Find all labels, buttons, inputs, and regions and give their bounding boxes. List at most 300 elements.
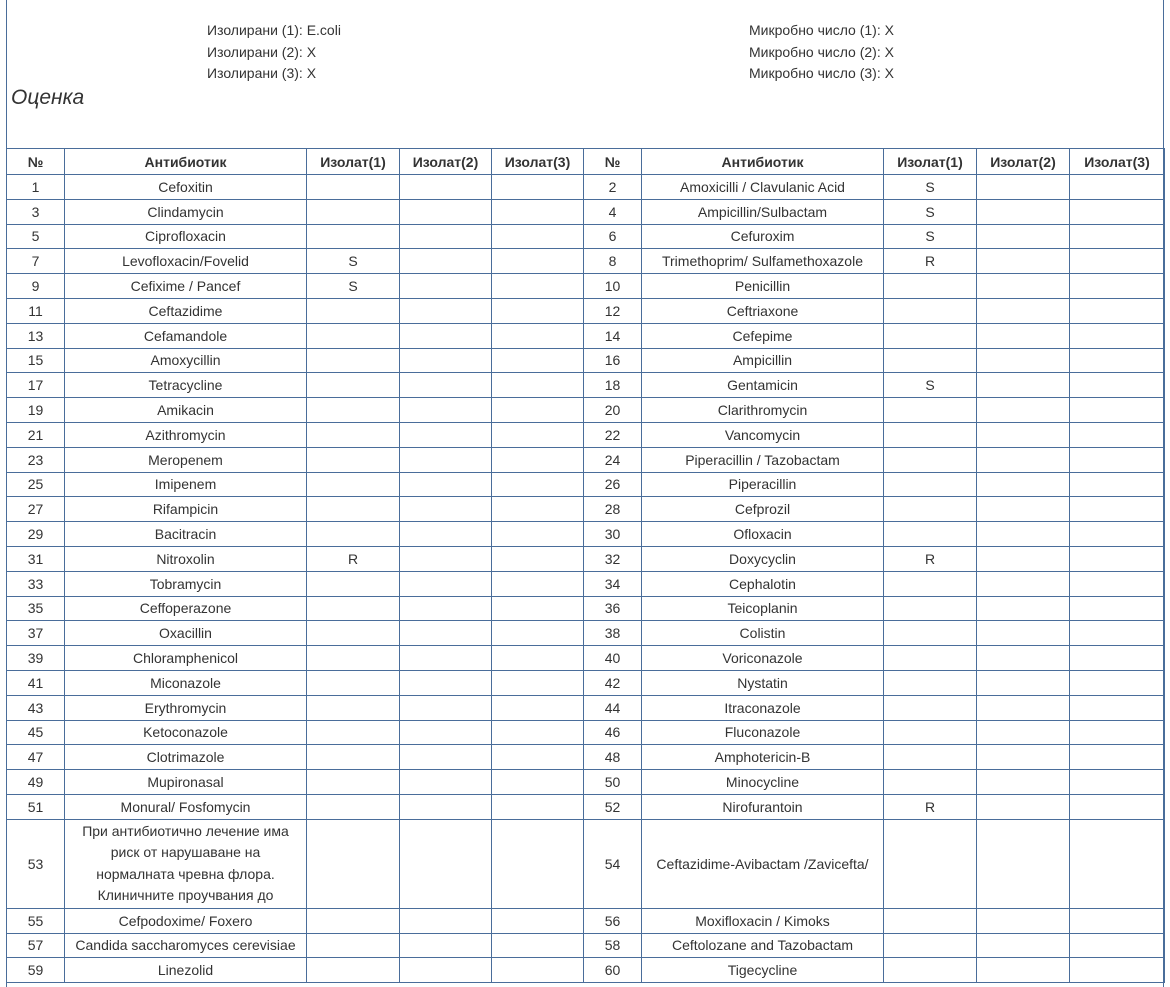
- cell-antibiotic: Cefoxitin: [65, 175, 307, 200]
- cell-isolate-2: [977, 298, 1070, 323]
- cell-isolate-3: [1070, 298, 1165, 323]
- cell-number: 56: [584, 908, 642, 933]
- cell-isolate-2: [977, 646, 1070, 671]
- cell-isolate-2: [977, 571, 1070, 596]
- cell-number: 22: [584, 422, 642, 447]
- cell-isolate-2: [400, 472, 492, 497]
- cell-isolate-3: [492, 794, 584, 819]
- table-row: [7, 794, 1165, 819]
- cell-isolate-2: [400, 819, 492, 908]
- table-row: [7, 472, 1165, 497]
- cell-isolate-2: [400, 497, 492, 522]
- cell-isolate-1: [307, 958, 400, 983]
- cell-isolate-1: R: [884, 546, 977, 571]
- cell-isolate-3: [1070, 373, 1165, 398]
- cell-isolate-3: [1070, 175, 1165, 200]
- cell-isolate-1: [307, 447, 400, 472]
- cell-isolate-3: [492, 298, 584, 323]
- cell-isolate-3: [1070, 908, 1165, 933]
- cell-antibiotic: Itraconazole: [642, 695, 884, 720]
- cell-isolate-3: [1070, 720, 1165, 745]
- cell-antibiotic: Tigecycline: [642, 958, 884, 983]
- cell-isolate-1: [884, 933, 977, 958]
- cell-number: 11: [7, 298, 65, 323]
- cell-isolate-3: [1070, 571, 1165, 596]
- cell-isolate-1: S: [884, 175, 977, 200]
- cell-isolate-2: [400, 199, 492, 224]
- cell-antibiotic: Linezolid: [65, 958, 307, 983]
- cell-number: 23: [7, 447, 65, 472]
- cell-isolate-3: [492, 819, 584, 908]
- table-row: [7, 646, 1165, 671]
- cell-isolate-3: [1070, 958, 1165, 983]
- cell-isolate-2: [977, 373, 1070, 398]
- cell-isolate-3: [492, 770, 584, 795]
- cell-number: 13: [7, 323, 65, 348]
- cell-isolate-2: [977, 958, 1070, 983]
- cell-isolate-2: [977, 794, 1070, 819]
- cell-antibiotic: При антибиотично лечение има риск от нарушаване на нормалната чревна флора. Клиничните проучвания до: [65, 819, 307, 908]
- cell-antibiotic: Nirofurantoin: [642, 794, 884, 819]
- isolate-line: Изолирани (1): E.coli: [207, 22, 341, 38]
- cell-number: 59: [7, 958, 65, 983]
- cell-isolate-3: [1070, 933, 1165, 958]
- cell-isolate-3: [492, 348, 584, 373]
- cell-isolate-3: [1070, 522, 1165, 547]
- col-header-isolate-3: Изолат(3): [1070, 149, 1165, 175]
- cell-antibiotic: Meropenem: [65, 447, 307, 472]
- table-row: [7, 497, 1165, 522]
- cell-number: 49: [7, 770, 65, 795]
- cell-antibiotic: Ceftriaxone: [642, 298, 884, 323]
- cell-number: 58: [584, 933, 642, 958]
- cell-number: 16: [584, 348, 642, 373]
- cell-isolate-3: [492, 199, 584, 224]
- cell-isolate-3: [492, 546, 584, 571]
- table-row: [7, 298, 1165, 323]
- cell-number: 17: [7, 373, 65, 398]
- cell-number: 7: [7, 249, 65, 274]
- cell-isolate-2: [977, 745, 1070, 770]
- cell-isolate-1: [307, 373, 400, 398]
- cell-isolate-2: [977, 175, 1070, 200]
- table-row: [7, 447, 1165, 472]
- cell-isolate-1: [884, 958, 977, 983]
- table-row: [7, 958, 1165, 983]
- col-header-antibiotic: Антибиотик: [642, 149, 884, 175]
- cell-antibiotic: Piperacillin / Tazobactam: [642, 447, 884, 472]
- cell-isolate-3: [492, 933, 584, 958]
- col-header-antibiotic: Антибиотик: [65, 149, 307, 175]
- cell-isolate-1: S: [307, 249, 400, 274]
- table-row: [7, 274, 1165, 299]
- table-row: [7, 422, 1165, 447]
- cell-number: 12: [584, 298, 642, 323]
- cell-isolate-3: [1070, 274, 1165, 299]
- cell-isolate-1: [307, 933, 400, 958]
- isolate-line: Изолирани (2): X: [207, 43, 317, 60]
- cell-number: 6: [584, 224, 642, 249]
- cell-number: 9: [7, 274, 65, 299]
- cell-isolate-1: [884, 497, 977, 522]
- cell-isolate-1: [307, 398, 400, 423]
- cell-number: 43: [7, 695, 65, 720]
- cell-number: 18: [584, 373, 642, 398]
- cell-isolate-1: S: [884, 224, 977, 249]
- cell-number: 25: [7, 472, 65, 497]
- cell-isolate-3: [1070, 596, 1165, 621]
- cell-number: 42: [584, 670, 642, 695]
- cell-isolate-2: [977, 819, 1070, 908]
- cell-isolate-2: [400, 249, 492, 274]
- cell-isolate-3: [1070, 249, 1165, 274]
- cell-antibiotic: Cefpodoxime/ Foxero: [65, 908, 307, 933]
- col-header-number: №: [584, 149, 642, 175]
- cell-isolate-3: [492, 224, 584, 249]
- cell-isolate-1: [307, 670, 400, 695]
- cell-isolate-3: [492, 621, 584, 646]
- cell-isolate-2: [977, 546, 1070, 571]
- cell-isolate-3: [492, 447, 584, 472]
- cell-isolate-3: [1070, 670, 1165, 695]
- cell-antibiotic: Cefuroxim: [642, 224, 884, 249]
- cell-isolate-1: [307, 720, 400, 745]
- cell-isolate-3: [1070, 794, 1165, 819]
- cell-isolate-3: [492, 497, 584, 522]
- cell-number: 29: [7, 522, 65, 547]
- table-row: [7, 720, 1165, 745]
- cell-antibiotic: Cefamandole: [65, 323, 307, 348]
- cell-isolate-2: [400, 695, 492, 720]
- cell-antibiotic: Cefixime / Pancef: [65, 274, 307, 299]
- cell-isolate-3: [492, 175, 584, 200]
- table-row: [7, 348, 1165, 373]
- cell-number: 36: [584, 596, 642, 621]
- cell-isolate-3: [1070, 497, 1165, 522]
- cell-antibiotic: Moxifloxacin / Kimoks: [642, 908, 884, 933]
- cell-antibiotic: Amoxicilli / Clavulanic Acid: [642, 175, 884, 200]
- cell-isolate-3: [1070, 546, 1165, 571]
- cell-isolate-3: [1070, 646, 1165, 671]
- cell-antibiotic: Ceffoperazone: [65, 596, 307, 621]
- cell-number: 33: [7, 571, 65, 596]
- cell-antibiotic: Amikacin: [65, 398, 307, 423]
- cell-number: 44: [584, 695, 642, 720]
- col-header-isolate-1: Изолат(1): [307, 149, 400, 175]
- cell-isolate-2: [400, 175, 492, 200]
- cell-isolate-2: [977, 670, 1070, 695]
- cell-isolate-2: [977, 422, 1070, 447]
- cell-antibiotic: Bacitracin: [65, 522, 307, 547]
- col-header-number: №: [7, 149, 65, 175]
- cell-antibiotic: Ampicillin: [642, 348, 884, 373]
- cell-isolate-3: [492, 596, 584, 621]
- cell-isolate-1: [884, 819, 977, 908]
- cell-isolate-2: [977, 199, 1070, 224]
- cell-number: 31: [7, 546, 65, 571]
- cell-number: 20: [584, 398, 642, 423]
- cell-antibiotic: Vancomycin: [642, 422, 884, 447]
- cell-antibiotic: Tobramycin: [65, 571, 307, 596]
- cell-isolate-1: R: [884, 794, 977, 819]
- cell-isolate-3: [492, 422, 584, 447]
- cell-antibiotic: Clarithromycin: [642, 398, 884, 423]
- cell-isolate-3: [1070, 621, 1165, 646]
- cell-isolate-3: [492, 571, 584, 596]
- table-row: [7, 398, 1165, 423]
- cell-isolate-1: [307, 522, 400, 547]
- cell-antibiotic: Gentamicin: [642, 373, 884, 398]
- cell-number: 47: [7, 745, 65, 770]
- col-header-isolate-2: Изолат(2): [977, 149, 1070, 175]
- cell-isolate-1: [884, 472, 977, 497]
- cell-isolate-1: [884, 398, 977, 423]
- cell-antibiotic: Chloramphenicol: [65, 646, 307, 671]
- table-row: [7, 908, 1165, 933]
- cell-antibiotic: Ceftazidime: [65, 298, 307, 323]
- cell-isolate-3: [492, 373, 584, 398]
- cell-antibiotic: Tetracycline: [65, 373, 307, 398]
- cell-isolate-2: [400, 298, 492, 323]
- cell-isolate-1: [884, 621, 977, 646]
- table-row: [7, 522, 1165, 547]
- cell-isolate-3: [492, 670, 584, 695]
- cell-antibiotic: Piperacillin: [642, 472, 884, 497]
- col-header-isolate-2: Изолат(2): [400, 149, 492, 175]
- table-row: [7, 770, 1165, 795]
- cell-isolate-1: [307, 323, 400, 348]
- cell-isolate-1: [307, 199, 400, 224]
- cell-isolate-2: [977, 398, 1070, 423]
- cell-isolate-1: [884, 298, 977, 323]
- cell-isolate-2: [400, 447, 492, 472]
- cell-antibiotic: Ciprofloxacin: [65, 224, 307, 249]
- antibiogram-table: [6, 148, 1165, 983]
- cell-antibiotic: Mupironasal: [65, 770, 307, 795]
- cell-antibiotic: Rifampicin: [65, 497, 307, 522]
- cell-isolate-1: [307, 348, 400, 373]
- cell-isolate-3: [1070, 199, 1165, 224]
- cell-number: 3: [7, 199, 65, 224]
- cell-isolate-1: S: [884, 199, 977, 224]
- cell-isolate-2: [977, 472, 1070, 497]
- isolate-line: Изолирани (3): X: [207, 65, 317, 81]
- cell-isolate-2: [977, 447, 1070, 472]
- cell-isolate-3: [492, 472, 584, 497]
- cell-isolate-1: [307, 908, 400, 933]
- cell-number: 35: [7, 596, 65, 621]
- cell-isolate-2: [400, 398, 492, 423]
- cell-isolate-2: [400, 546, 492, 571]
- cell-isolate-2: [977, 224, 1070, 249]
- cell-isolate-3: [1070, 472, 1165, 497]
- cell-isolate-2: [977, 249, 1070, 274]
- cell-antibiotic: Ketoconazole: [65, 720, 307, 745]
- cell-isolate-1: [307, 819, 400, 908]
- cell-isolate-1: [307, 770, 400, 795]
- table-row: [7, 373, 1165, 398]
- cell-number: 52: [584, 794, 642, 819]
- cell-antibiotic: Penicillin: [642, 274, 884, 299]
- cell-antibiotic: Nitroxolin: [65, 546, 307, 571]
- cell-isolate-3: [1070, 745, 1165, 770]
- cell-number: 55: [7, 908, 65, 933]
- microbial-count-list: [749, 20, 894, 85]
- cell-isolate-3: [492, 249, 584, 274]
- table-row: [7, 745, 1165, 770]
- cell-isolate-3: [1070, 348, 1165, 373]
- cell-isolate-1: [307, 472, 400, 497]
- cell-isolate-2: [400, 958, 492, 983]
- cell-number: 37: [7, 621, 65, 646]
- cell-isolate-2: [400, 596, 492, 621]
- cell-number: 1: [7, 175, 65, 200]
- cell-isolate-1: [307, 695, 400, 720]
- cell-antibiotic: Amoxycillin: [65, 348, 307, 373]
- cell-isolate-1: [884, 348, 977, 373]
- cell-antibiotic: Ceftolozane and Tazobactam: [642, 933, 884, 958]
- cell-antibiotic: Levofloxacin/Fovelid: [65, 249, 307, 274]
- cell-antibiotic: Teicoplanin: [642, 596, 884, 621]
- cell-number: 21: [7, 422, 65, 447]
- cell-number: 30: [584, 522, 642, 547]
- col-header-isolate-1: Изолат(1): [884, 149, 977, 175]
- cell-isolate-2: [977, 348, 1070, 373]
- cell-isolate-1: [307, 497, 400, 522]
- col-header-isolate-3: Изолат(3): [492, 149, 584, 175]
- cell-isolate-2: [977, 522, 1070, 547]
- cell-isolate-2: [400, 323, 492, 348]
- isolates-list: [207, 20, 341, 85]
- cell-isolate-3: [492, 745, 584, 770]
- cell-antibiotic: Minocycline: [642, 770, 884, 795]
- cell-isolate-2: [977, 621, 1070, 646]
- cell-isolate-1: [307, 298, 400, 323]
- cell-isolate-2: [977, 497, 1070, 522]
- microbial-count-line: Микробно число (2): X: [749, 43, 894, 60]
- cell-isolate-1: [884, 745, 977, 770]
- cell-isolate-2: [977, 274, 1070, 299]
- cell-antibiotic: Cephalotin: [642, 571, 884, 596]
- cell-number: 60: [584, 958, 642, 983]
- cell-number: 24: [584, 447, 642, 472]
- cell-number: 2: [584, 175, 642, 200]
- cell-isolate-2: [400, 670, 492, 695]
- cell-antibiotic: Clotrimazole: [65, 745, 307, 770]
- cell-antibiotic: Imipenem: [65, 472, 307, 497]
- cell-antibiotic: Azithromycin: [65, 422, 307, 447]
- table-row: [7, 571, 1165, 596]
- cell-isolate-1: [884, 695, 977, 720]
- cell-isolate-1: R: [884, 249, 977, 274]
- cell-antibiotic: Amphotericin-B: [642, 745, 884, 770]
- cell-number: 19: [7, 398, 65, 423]
- section-title: Оценка: [11, 86, 85, 109]
- cell-isolate-2: [400, 571, 492, 596]
- cell-isolate-1: [307, 422, 400, 447]
- cell-isolate-1: [307, 175, 400, 200]
- cell-isolate-2: [400, 274, 492, 299]
- table-row: [7, 224, 1165, 249]
- cell-isolate-3: [1070, 819, 1165, 908]
- cell-isolate-2: [400, 720, 492, 745]
- cell-antibiotic: Ampicillin/Sulbactam: [642, 199, 884, 224]
- cell-antibiotic: Clindamycin: [65, 199, 307, 224]
- cell-number: 40: [584, 646, 642, 671]
- cell-antibiotic: Cefprozil: [642, 497, 884, 522]
- cell-isolate-1: S: [307, 274, 400, 299]
- cell-number: 8: [584, 249, 642, 274]
- cell-isolate-3: [492, 522, 584, 547]
- cell-number: 32: [584, 546, 642, 571]
- cell-antibiotic: Trimethoprim/ Sulfamethoxazole: [642, 249, 884, 274]
- cell-antibiotic: Ofloxacin: [642, 522, 884, 547]
- cell-isolate-3: [1070, 770, 1165, 795]
- cell-isolate-2: [400, 908, 492, 933]
- cell-number: 45: [7, 720, 65, 745]
- cell-isolate-2: [977, 770, 1070, 795]
- cell-isolate-3: [492, 274, 584, 299]
- cell-isolate-3: [492, 695, 584, 720]
- cell-number: 53: [7, 819, 65, 908]
- cell-isolate-1: [307, 224, 400, 249]
- cell-isolate-1: [884, 670, 977, 695]
- cell-isolate-1: [884, 908, 977, 933]
- cell-isolate-2: [400, 770, 492, 795]
- cell-isolate-2: [400, 224, 492, 249]
- cell-antibiotic: Erythromycin: [65, 695, 307, 720]
- table-row: [7, 621, 1165, 646]
- cell-isolate-3: [1070, 323, 1165, 348]
- cell-number: 57: [7, 933, 65, 958]
- cell-isolate-3: [1070, 398, 1165, 423]
- cell-number: 28: [584, 497, 642, 522]
- cell-isolate-1: [884, 571, 977, 596]
- cell-number: 38: [584, 621, 642, 646]
- cell-isolate-2: [977, 720, 1070, 745]
- cell-isolate-1: [307, 571, 400, 596]
- cell-antibiotic: Doxycyclin: [642, 546, 884, 571]
- cell-isolate-2: [977, 323, 1070, 348]
- cell-number: 5: [7, 224, 65, 249]
- cell-isolate-3: [492, 958, 584, 983]
- cell-number: 27: [7, 497, 65, 522]
- cell-antibiotic: Nystatin: [642, 670, 884, 695]
- cell-isolate-3: [1070, 695, 1165, 720]
- cell-antibiotic: Oxacillin: [65, 621, 307, 646]
- table-row: [7, 933, 1165, 958]
- table-row: [7, 695, 1165, 720]
- cell-antibiotic: Monural/ Fosfomycin: [65, 794, 307, 819]
- microbial-count-line: Микробно число (3): X: [749, 65, 894, 81]
- cell-isolate-1: [884, 274, 977, 299]
- cell-antibiotic: Miconazole: [65, 670, 307, 695]
- cell-isolate-2: [977, 596, 1070, 621]
- cell-isolate-3: [1070, 447, 1165, 472]
- cell-isolate-2: [400, 621, 492, 646]
- table-row: [7, 546, 1165, 571]
- table-row: [7, 819, 1165, 908]
- cell-isolate-3: [492, 398, 584, 423]
- cell-isolate-1: [884, 596, 977, 621]
- cell-isolate-3: [492, 720, 584, 745]
- cell-number: 14: [584, 323, 642, 348]
- cell-number: 54: [584, 819, 642, 908]
- cell-antibiotic: Voriconazole: [642, 646, 884, 671]
- cell-isolate-2: [400, 933, 492, 958]
- cell-isolate-2: [977, 908, 1070, 933]
- cell-antibiotic: Candida saccharomyces cerevisiae: [65, 933, 307, 958]
